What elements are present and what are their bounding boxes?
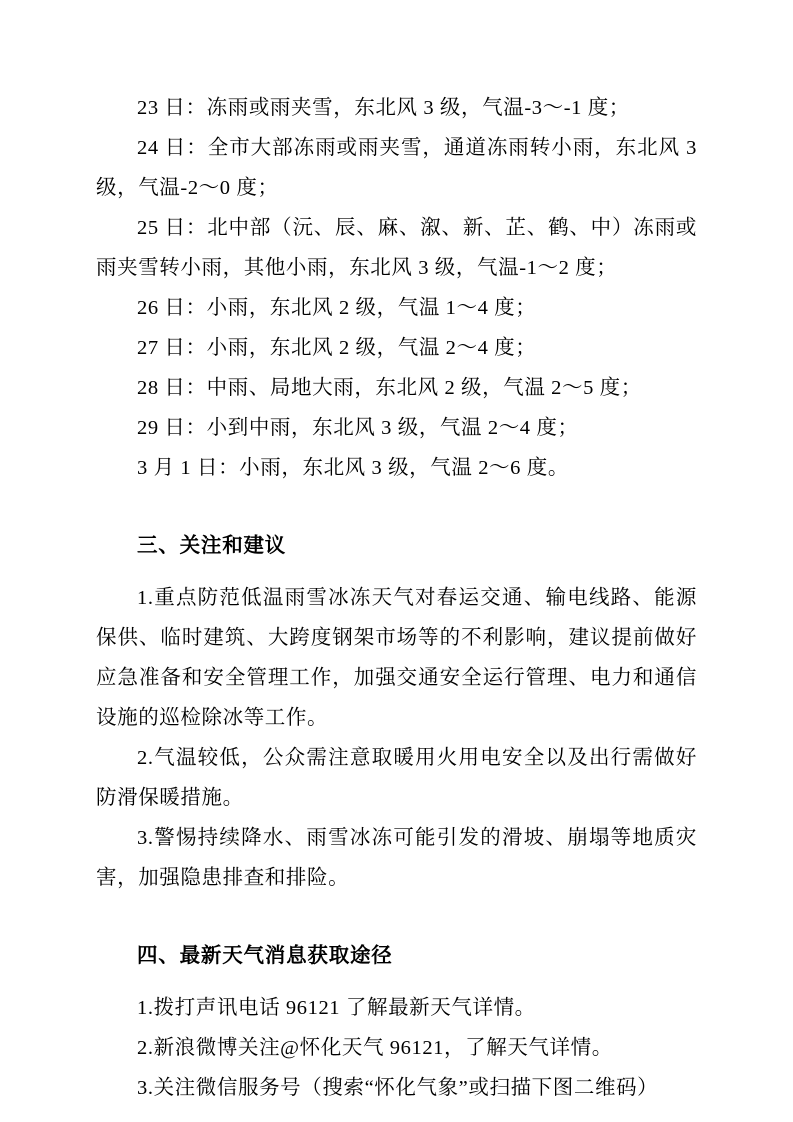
section-four-item: 1.拨打声讯电话 96121 了解最新天气详情。 xyxy=(137,997,536,1019)
section-three-item: 2.气温较低，公众需注意取暖用火用电安全以及出行需做好防滑保暖措施。 xyxy=(96,747,697,809)
spacer xyxy=(96,566,697,578)
section-heading-three: 三、关注和建议 xyxy=(137,534,287,557)
spacer xyxy=(96,898,697,936)
forecast-line: 24 日：全市大部冻雨或雨夹雪，通道冻雨转小雨，东北风 3 级，气温-2～0 度； xyxy=(96,137,697,199)
section-three-item: 1.重点防范低温雨雪冰冻天气对春运交通、输电线路、能源保供、临时建筑、大跨度钢架市场等的不利影响，建议提前做好应急准备和安全管理工作，加强交通安全运行管理、电力和通信设施的巡检除冰等工作。 xyxy=(96,587,697,729)
spacer xyxy=(96,488,697,526)
section-three-item: 3.警惕持续降水、雨雪冰冻可能引发的滑坡、崩塌等地质灾害，加强隐患排查和排险。 xyxy=(96,827,697,889)
forecast-line: 27 日：小雨，东北风 2 级，气温 2～4 度； xyxy=(137,337,537,359)
section-heading-four: 四、最新天气消息获取途径 xyxy=(137,944,393,967)
forecast-line: 25 日：北中部（沅、辰、麻、溆、新、芷、鹤、中）冻雨或雨夹雪转小雨，其他小雨，东北风 3 级，气温-1～2 度； xyxy=(96,217,697,279)
forecast-line: 28 日：中雨、局地大雨，东北风 2 级，气温 2～5 度； xyxy=(137,377,642,399)
forecast-line: 26 日：小雨，东北风 2 级，气温 1～4 度； xyxy=(137,297,537,319)
forecast-line: 3 月 1 日：小雨，东北风 3 级，气温 2～6 度。 xyxy=(137,457,569,479)
spacer xyxy=(96,976,697,988)
forecast-list xyxy=(96,88,697,488)
forecast-line: 23 日：冻雨或雨夹雪，东北风 3 级，气温-3～-1 度； xyxy=(137,97,630,119)
forecast-line: 29 日：小到中雨，东北风 3 级，气温 2～4 度； xyxy=(137,417,579,439)
section-four-item: 3.关注微信服务号（搜索“怀化气象”或扫描下图二维码） xyxy=(137,1077,659,1099)
section-four-item: 2.新浪微博关注@怀化天气 96121，了解天气详情。 xyxy=(137,1037,613,1059)
